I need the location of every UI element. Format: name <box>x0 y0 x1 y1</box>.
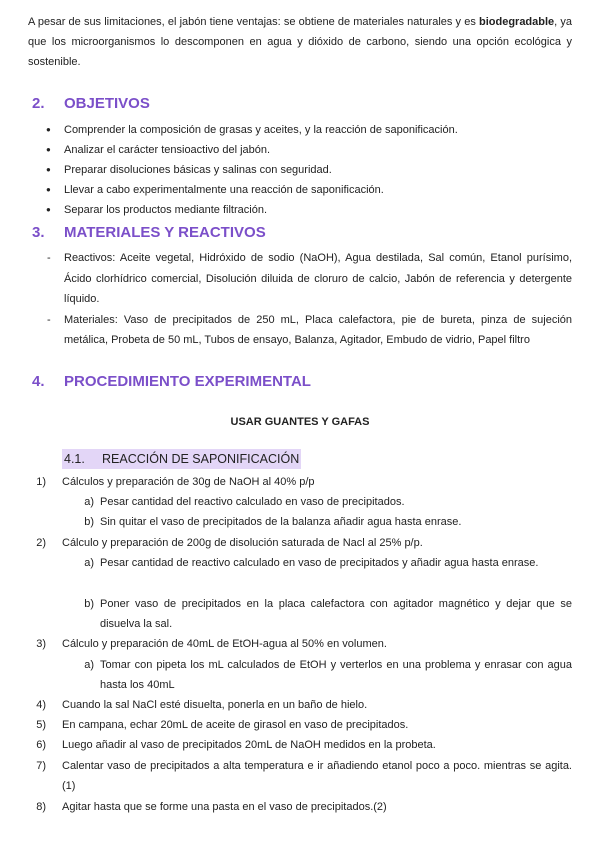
list-item: ● Separar los productos mediante filtración. <box>44 200 574 220</box>
step-text: Cálculo y preparación de 200g de disolución saturada de Nacl al 25% p/p. <box>62 537 423 549</box>
materiales-list <box>44 248 572 351</box>
heading-materiales <box>32 223 266 243</box>
intro-bold-term: biodegradable <box>478 16 555 28</box>
heading-title: OBJETIVOS <box>64 95 150 112</box>
substep-label: b) <box>84 598 94 610</box>
list-item: ● Analizar el carácter tensioactivo del jabón. <box>44 140 574 160</box>
substep-text: Pesar cantidad del reactivo calculado en vaso de precipitados. <box>100 496 405 508</box>
intro-paragraph <box>28 12 572 72</box>
list-item: - Reactivos: Aceite vegetal, Hidróxido de sodio (NaOH), Agua destilada, Sal común, Etanol purísimo, Ácido clorhídrico comercial, Disolución diluida de cloruro de calcio, Jabón de referencia y detergente líquido. <box>44 248 572 310</box>
step-text: Cuando la sal NaCl esté disuelta, ponerla en un baño de hielo. <box>62 699 368 711</box>
list-item: - Materiales: Vaso de precipitados de 250 mL, Placa calefactora, pie de bureta, pinza de sujeción metálica, Probeta de 50 mL, Tubos de ensayo, Balanza, Agitador, Embudo de vidrio, Papel filtro <box>44 310 572 351</box>
step-text: Cálculo y preparación de 40mL de EtOH-agua al 50% en volumen. <box>62 638 387 650</box>
subsection-heading <box>62 449 301 469</box>
heading-number: 2. <box>32 95 45 112</box>
heading-number: 3. <box>32 224 45 241</box>
step-label: 3) <box>36 638 46 650</box>
heading-objetivos <box>32 94 150 114</box>
substep-text: Tomar con pipeta los mL calculados de EtOH y verterlos en una problema y enrasar con agua hasta los 40mL <box>100 659 572 691</box>
list-item: ● Preparar disoluciones básicas y salinas con seguridad. <box>44 160 574 180</box>
substep-label: a) <box>84 659 94 671</box>
subsection-title: REACCIÓN DE SAPONIFICACIÓN <box>102 452 300 466</box>
intro-text-2: , ya que los microorganismos lo descomponen en agua y dióxido de carbono, siendo una opción ecológica y sostenible. <box>28 16 572 68</box>
substep-label: a) <box>84 496 94 508</box>
heading-title: PROCEDIMIENTO EXPERIMENTAL <box>64 373 311 390</box>
step-text: Agitar hasta que se forme una pasta en el vaso de precipitados.(2) <box>62 801 387 813</box>
substep-label: a) <box>84 557 94 569</box>
step-label: 6) <box>36 739 46 751</box>
substep-text: Sin quitar el vaso de precipitados de la balanza añadir agua hasta enrase. <box>100 516 462 528</box>
step-text: Luego añadir al vaso de precipitados 20mL de NaOH medidos en la probeta. <box>62 739 436 751</box>
step-label: 7) <box>36 760 46 772</box>
heading-title: MATERIALES Y REACTIVOS <box>64 224 266 241</box>
objetivos-list <box>44 120 574 220</box>
heading-number: 4. <box>32 373 45 390</box>
step-label: 2) <box>36 537 46 549</box>
subsection-number: 4.1. <box>64 452 85 466</box>
step-text: Cálculos y preparación de 30g de NaOH al 40% p/p <box>62 476 315 488</box>
step-label: 5) <box>36 719 46 731</box>
step-text: En campana, echar 20mL de aceite de girasol en vaso de precipitados. <box>62 719 409 731</box>
heading-procedimiento <box>32 372 311 392</box>
list-item: ● Comprender la composición de grasas y aceites, y la reacción de saponificación. <box>44 120 574 140</box>
safety-notice: USAR GUANTES Y GAFAS <box>230 416 370 428</box>
substep-text: Pesar cantidad de reactivo calculado en vaso de precipitados y añadir agua hasta enrase. <box>100 557 539 569</box>
step-label: 1) <box>36 476 46 488</box>
intro-text-1: A pesar de sus limitaciones, el jabón tiene ventajas: se obtiene de materiales naturales y es <box>28 16 479 28</box>
step-text: Calentar vaso de precipitados a alta temperatura e ir añadiendo etanol poco a poco. mientras se agita. (1) <box>62 760 572 792</box>
substep-text: Poner vaso de precipitados en la placa calefactora con agitador magnético y dejar que se disuelva la sal. <box>100 598 572 630</box>
list-item: ● Llevar a cabo experimentalmente una reacción de saponificación. <box>44 180 574 200</box>
substep-label: b) <box>84 516 94 528</box>
step-label: 8) <box>36 801 46 813</box>
step-label: 4) <box>36 699 46 711</box>
